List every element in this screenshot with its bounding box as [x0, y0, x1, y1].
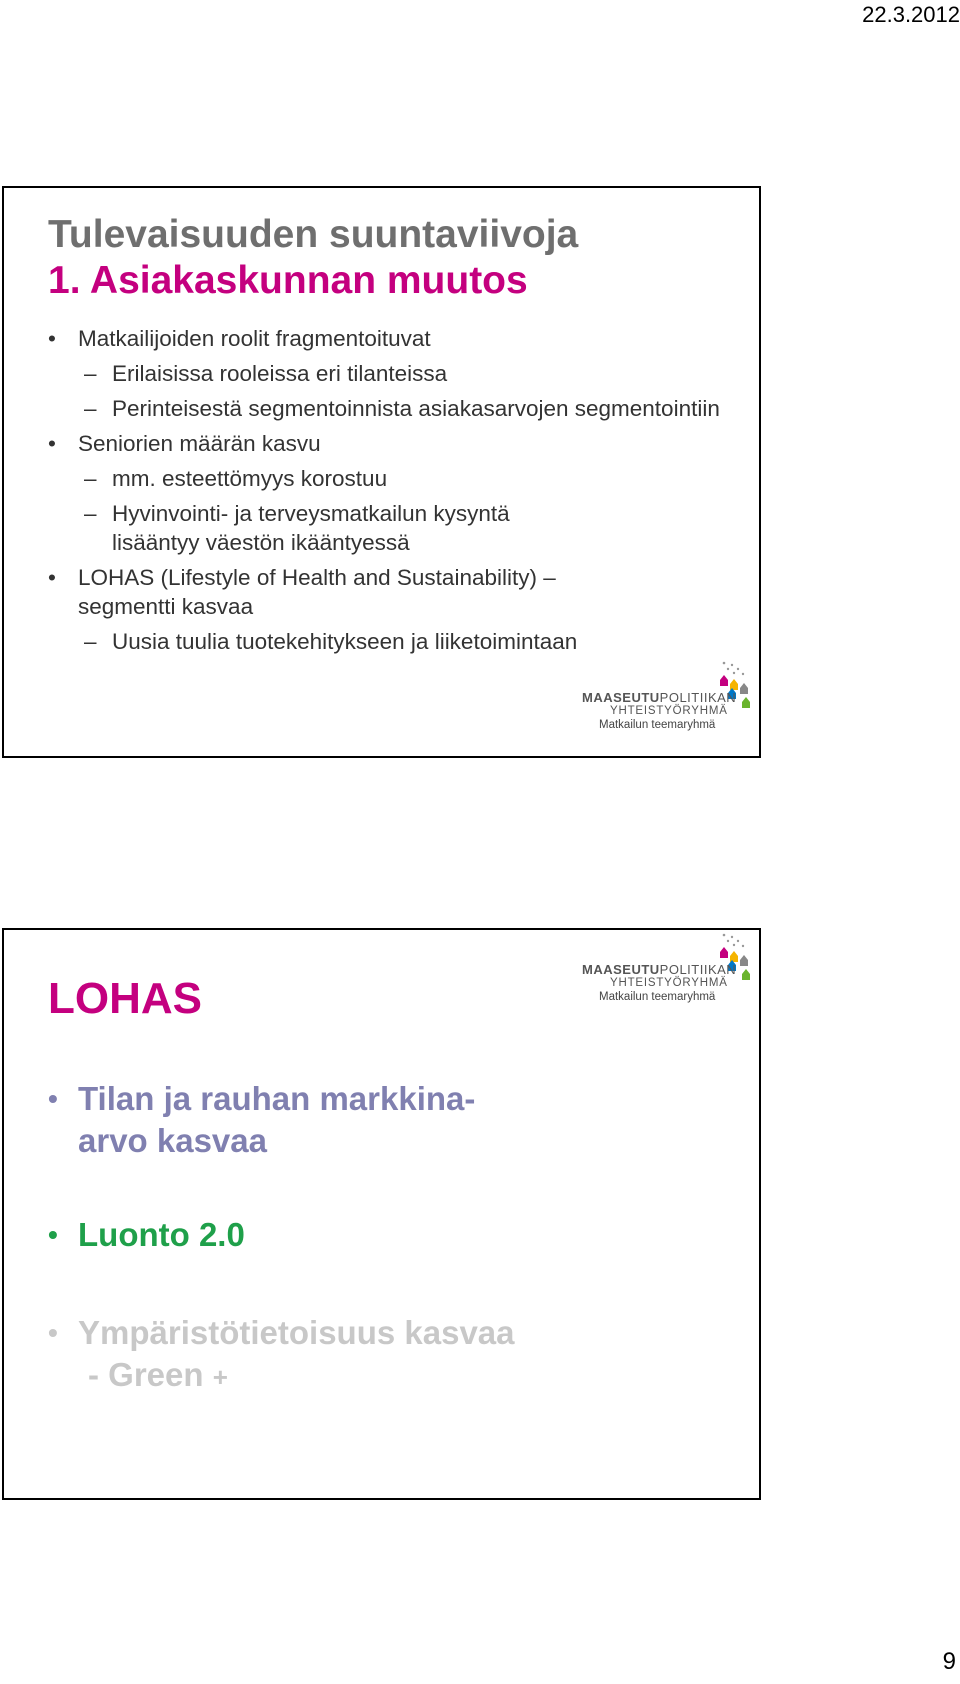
page-number: 9: [942, 1648, 956, 1675]
bullet-item: • Tilan ja rauhan markkina-arvo kasvaa: [48, 1080, 476, 1159]
dash-icon: –: [84, 361, 97, 386]
sub-bullet-item: – Uusia tuulia tuotekehitykseen ja liiketoimintaan: [84, 629, 578, 654]
bullet-dot-icon: •: [48, 326, 56, 351]
logo-line-3: Matkailun teemaryhmä: [599, 991, 716, 1003]
bullet-item: • Luonto 2.0: [4, 1214, 763, 1256]
bullet-item: • Seniorien määrän kasvu: [48, 431, 321, 456]
logo-line-2: YHTEISTYÖRYHMÄ: [610, 705, 728, 717]
logo-line-2: YHTEISTYÖRYHMÄ: [610, 977, 728, 989]
bullet-item: • Matkailijoiden roolit fragmentoituvat: [48, 326, 431, 351]
bullet-item: • Ympäristötietoisuus kasvaa - Green +: [48, 1314, 515, 1393]
slide-title: Tulevaisuuden suuntaviivoja: [48, 213, 579, 256]
logo-line-1: MAASEUTUPOLITIIKAN: [582, 690, 737, 705]
bullet-dot-icon: •: [48, 1219, 58, 1250]
dash-icon: –: [84, 396, 97, 421]
slide-2: [2, 928, 761, 1500]
bullet-dot-icon: •: [48, 431, 56, 456]
slide-1: [2, 186, 761, 758]
bullet-list: [4, 324, 763, 662]
bullet-dot-icon: •: [48, 1083, 58, 1114]
logo-line-1: MAASEUTUPOLITIIKAN: [582, 962, 737, 977]
slide-subtitle: 1. Asiakaskunnan muutos: [48, 259, 528, 302]
dash-icon: –: [84, 501, 97, 526]
header-date: 22.3.2012: [862, 2, 960, 27]
bullet-dot-icon: •: [48, 1317, 58, 1348]
dash-icon: –: [84, 466, 97, 491]
sub-bullet-item: – Hyvinvointi- ja terveysmatkailun kysyntä lisääntyy väestön ikääntyessä: [84, 501, 510, 555]
logo-line-3: Matkailun teemaryhmä: [599, 719, 716, 731]
maaseutupolitiikka-logo: [582, 932, 752, 1003]
slide-title: LOHAS: [48, 974, 202, 1023]
sub-bullet-item: – Erilaisissa rooleissa eri tilanteissa: [84, 361, 448, 386]
bullet-item: • LOHAS (Lifestyle of Health and Sustainability) – segmentti kasvaa: [48, 565, 556, 619]
maaseutupolitiikka-logo: [582, 660, 752, 731]
sub-bullet-item: – Perinteisestä segmentoinnista asiakasarvojen segmentointiin: [84, 396, 720, 421]
dash-icon: –: [84, 629, 97, 654]
sub-bullet-item: – mm. esteettömyys korostuu: [84, 466, 388, 491]
bullet-dot-icon: •: [48, 565, 56, 590]
